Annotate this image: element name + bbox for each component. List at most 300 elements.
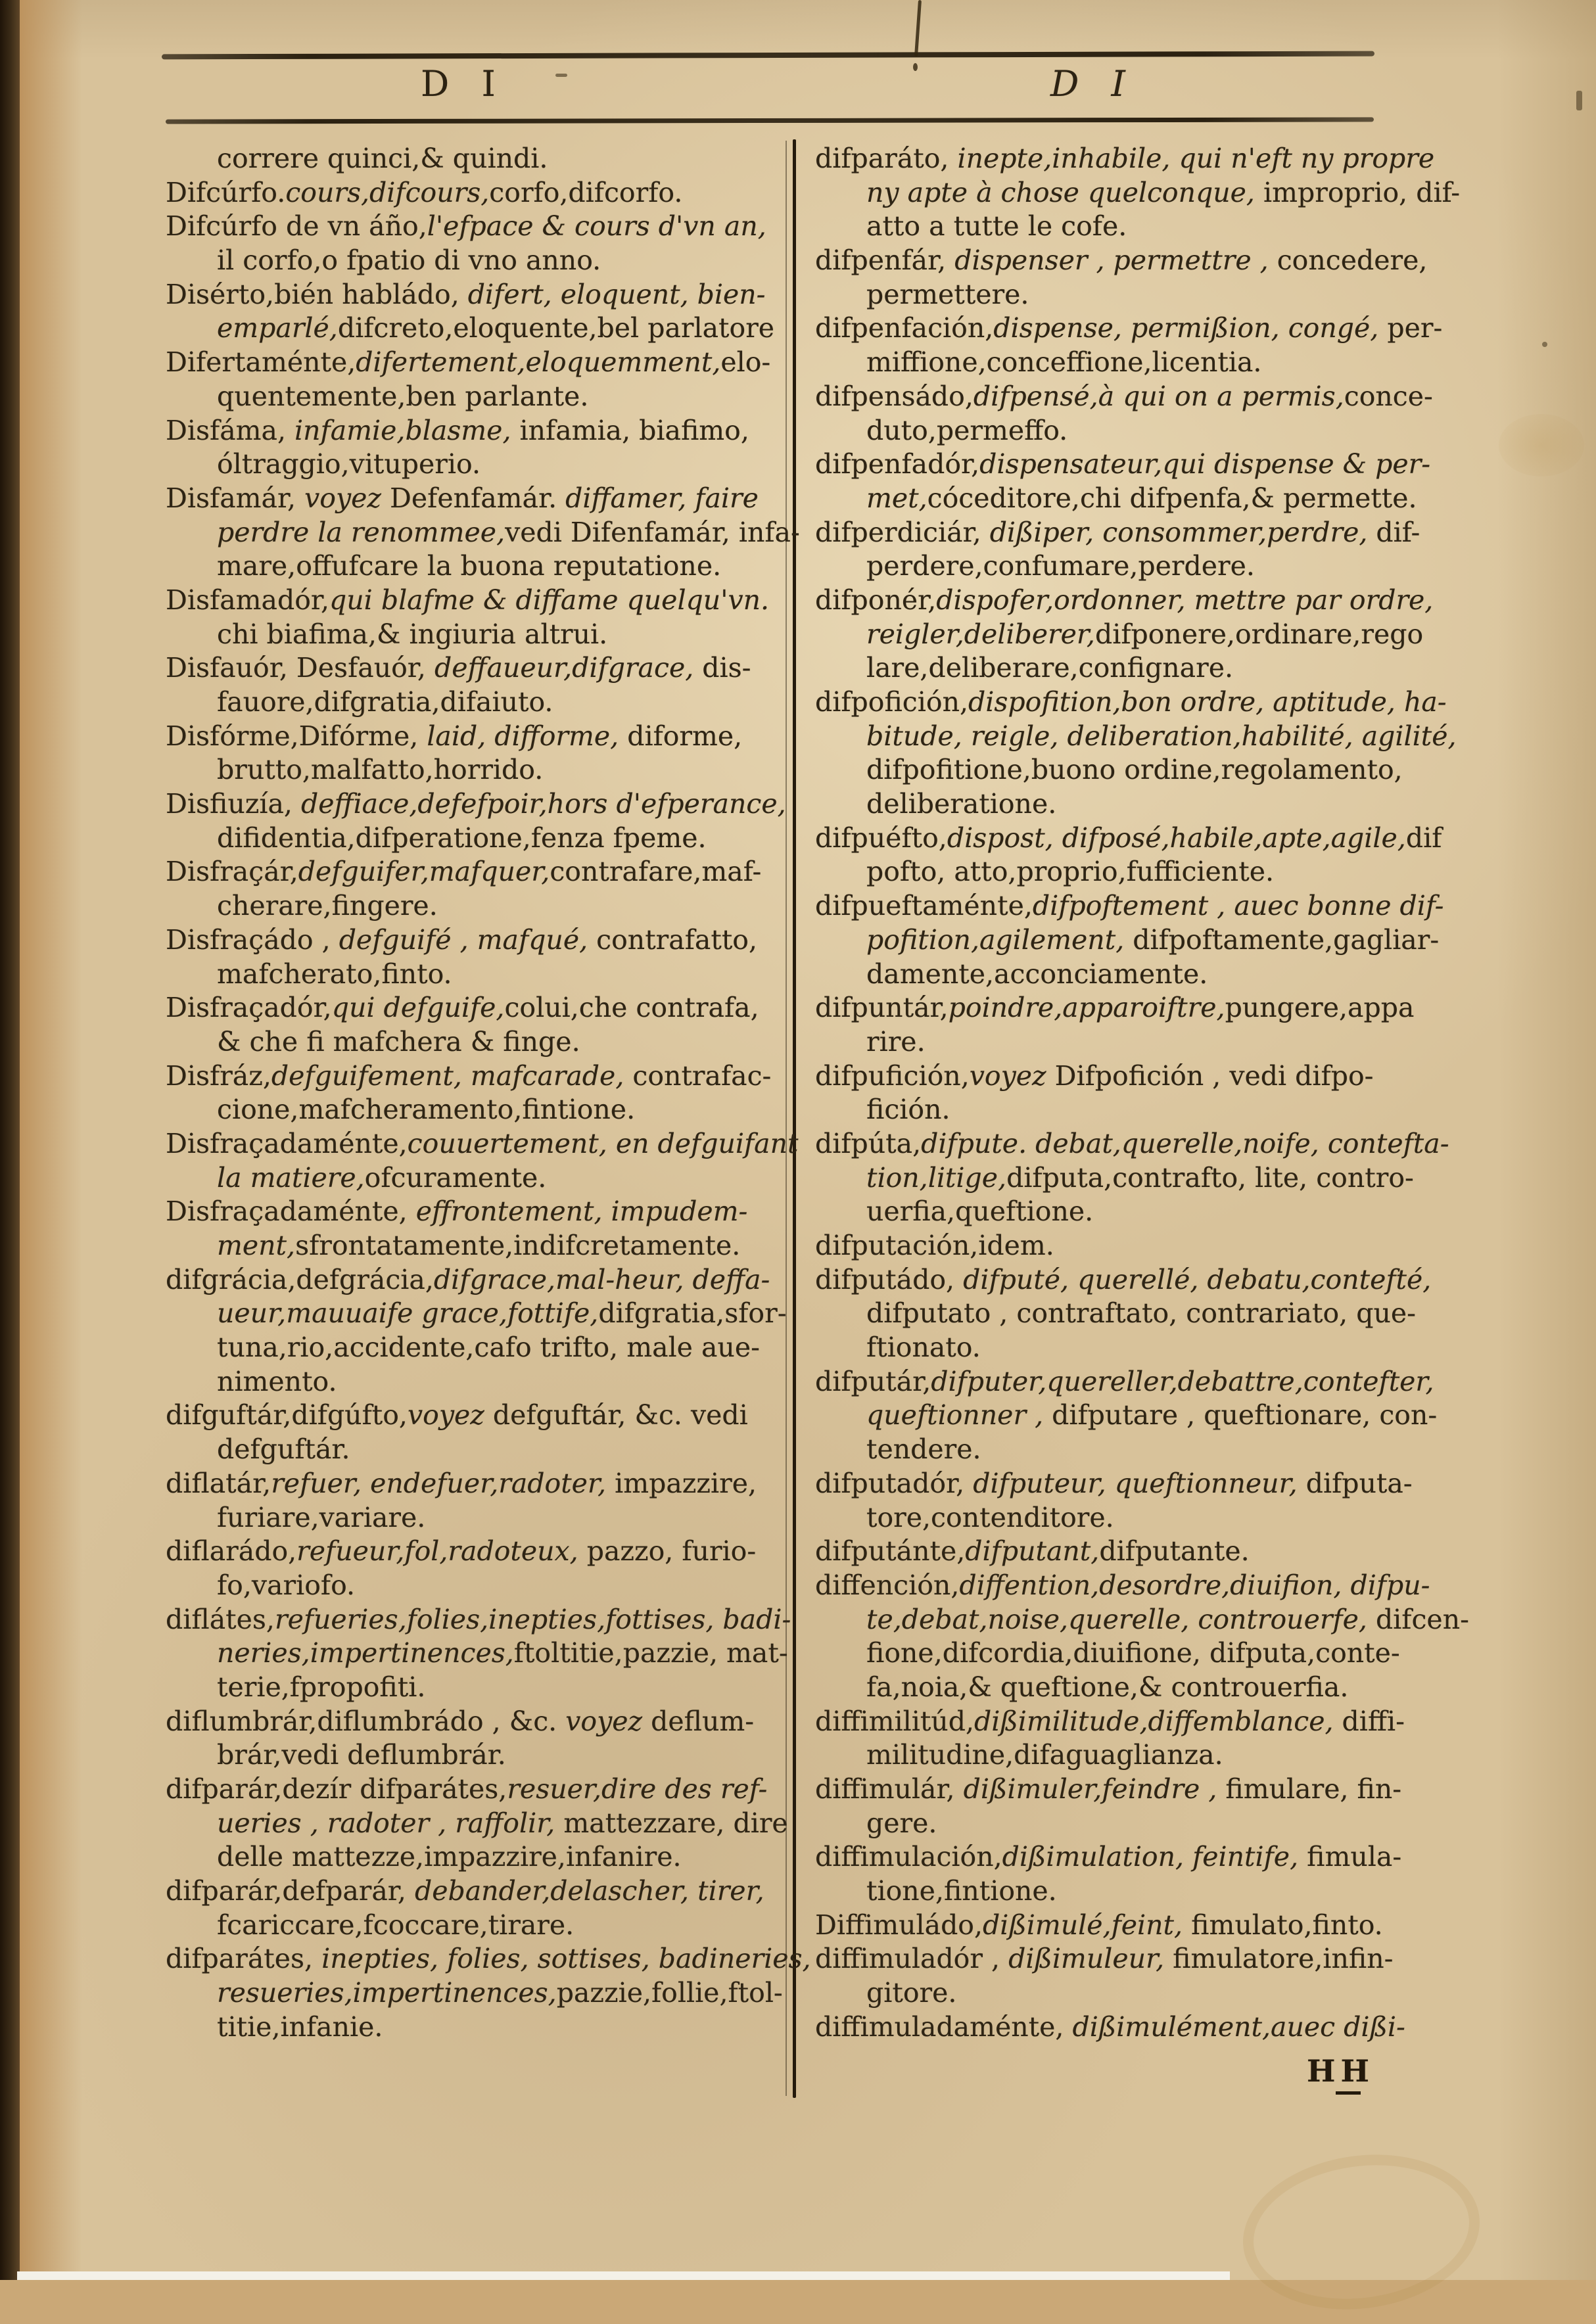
- entry-text: impazzire,: [606, 1467, 757, 1499]
- french-gloss-text: deffaueur,difgrace,: [434, 652, 694, 684]
- entry-text: titie,infanie.: [217, 2010, 383, 2043]
- dictionary-line: [166, 244, 790, 278]
- paper-stain-blot: [1499, 414, 1584, 476]
- french-gloss-text: dißimuler,feindre ,: [963, 1773, 1217, 1805]
- entry-text: infamia, biafimo,: [511, 414, 749, 446]
- entry-text: fición.: [866, 1094, 951, 1126]
- dictionary-line: [166, 991, 790, 1025]
- entry-text: mare,offufcare la buona reputatione.: [217, 550, 722, 582]
- entry-text: rire.: [866, 1025, 926, 1057]
- dictionary-line: [166, 1195, 790, 1229]
- french-gloss-text: la matiere,: [217, 1161, 365, 1194]
- french-gloss-text: perdre la renommee,: [217, 516, 505, 548]
- dictionary-line: [815, 1263, 1486, 1297]
- dictionary-line: [815, 244, 1486, 278]
- entry-text: diflumbrár,diflumbrádo , &c.: [166, 1705, 566, 1737]
- entry-text: atto a tutte le cofe.: [866, 210, 1127, 243]
- entry-text: difputánte,: [815, 1535, 966, 1568]
- dictionary-line: [166, 380, 790, 414]
- dictionary-line: [815, 278, 1486, 312]
- french-gloss-text: defguifé , mafqué,: [339, 923, 588, 956]
- entry-text: pazzo, furio-: [578, 1535, 757, 1568]
- entry-text: difparár,defparár,: [166, 1875, 415, 1907]
- entry-text: tuna,rio,accidente,cafo trifto, male aue-: [217, 1332, 760, 1364]
- dictionary-line: [166, 855, 790, 889]
- signature-mark: HH: [1307, 2053, 1374, 2089]
- french-gloss-text: infamie,blasme,: [294, 414, 511, 446]
- dictionary-line: [815, 1025, 1486, 1059]
- entry-text: difpuéfto,: [815, 822, 947, 854]
- entry-text: Defenfamár.: [381, 482, 566, 514]
- entry-text: diflatár,: [166, 1467, 271, 1499]
- entry-text: Disfraçadór,: [166, 992, 332, 1024]
- dictionary-line: [815, 1603, 1486, 1637]
- entry-text: difponér,: [815, 584, 937, 616]
- dictionary-line: [166, 142, 790, 176]
- scan-edge-strip: [17, 2271, 1230, 2280]
- french-gloss-text: difpute. debat,querelle,noife, contefta-: [921, 1127, 1449, 1159]
- entry-text: difpofitione,buono ordine,regolamento,: [866, 754, 1403, 786]
- french-gloss-text: poindre,apparoiftre,: [948, 992, 1225, 1024]
- french-gloss-text: diffamer, faire: [565, 482, 759, 514]
- dictionary-line: [815, 1738, 1486, 1773]
- entry-text: fa,noia,& queftione,& controuerfia.: [866, 1671, 1349, 1703]
- french-gloss-text: difpensé,à qui on a permis,: [973, 380, 1344, 412]
- dictionary-line: [815, 414, 1486, 448]
- entry-text: contrafare,maf-: [550, 856, 762, 888]
- dictionary-line: [815, 1059, 1486, 1094]
- dictionary-line: [815, 1161, 1486, 1196]
- entry-text: contrafac-: [624, 1059, 772, 1092]
- french-gloss-text: difpoftement , auec bonne dif-: [1032, 890, 1444, 922]
- dictionary-line: [166, 414, 790, 448]
- entry-text: deliberatione.: [866, 788, 1057, 820]
- dictionary-line: [815, 686, 1486, 720]
- entry-text: vedi Difenfamár, infa-: [505, 516, 800, 548]
- entry-text: difparátes,: [166, 1943, 322, 1975]
- entry-text: uerfia,queftione.: [866, 1196, 1094, 1228]
- entry-text: nimento.: [217, 1365, 337, 1397]
- entry-text: improprio, dif-: [1254, 176, 1461, 208]
- entry-text: difpenfación,: [815, 312, 994, 344]
- entry-text: militudine,difaguaglianza.: [866, 1739, 1223, 1771]
- entry-text: tione,fintione.: [866, 1875, 1057, 1907]
- entry-text: damente,acconciamente.: [866, 958, 1208, 990]
- entry-text: fimula-: [1298, 1841, 1402, 1873]
- entry-text: colui,che contrafa,: [504, 992, 759, 1024]
- french-gloss-text: dispost, difposé,habile,apte,agile,: [947, 822, 1406, 854]
- entry-text: fione,difcordia,diuifione, difputa,conte-: [866, 1637, 1400, 1669]
- entry-text: gitore.: [866, 1977, 957, 2009]
- entry-text: terie,fpropofiti.: [217, 1671, 426, 1703]
- dictionary-line: [815, 651, 1486, 686]
- entry-text: difputár,: [815, 1365, 931, 1397]
- entry-text: Disfauór, Desfauór,: [166, 652, 434, 684]
- entry-text: & che fi mafchera & finge.: [217, 1025, 580, 1057]
- dictionary-line: [166, 1603, 790, 1637]
- dictionary-line: [166, 1569, 790, 1603]
- french-gloss-text: debander,delascher, tirer,: [414, 1875, 764, 1907]
- dictionary-line: [166, 1738, 790, 1773]
- entry-text: pungere,appa: [1225, 992, 1415, 1024]
- running-head-right: D I: [1050, 63, 1136, 105]
- running-head-left: D I: [421, 63, 506, 105]
- entry-text: difputadór,: [815, 1467, 974, 1499]
- dictionary-line: [166, 1942, 811, 1976]
- entry-text: ftionato.: [866, 1332, 981, 1364]
- ink-speck-mark: [1542, 342, 1547, 347]
- french-gloss-text: refuer, endefuer,radoter,: [271, 1467, 607, 1499]
- entry-text: dif-: [1367, 516, 1420, 548]
- entry-text: concedere,: [1268, 244, 1428, 277]
- dictionary-line: [166, 448, 790, 482]
- entry-text: perdere,confumare,perdere.: [866, 550, 1255, 582]
- dictionary-line: [815, 1942, 1486, 1976]
- french-gloss-text: dißimilitude,diffemblance,: [974, 1705, 1334, 1737]
- dictionary-line: [815, 380, 1486, 414]
- french-gloss-text: dißiper, consommer,perdre,: [989, 516, 1368, 548]
- dictionary-line: [815, 720, 1486, 754]
- dictionary-line: [166, 2010, 790, 2045]
- french-gloss-text: voyez: [969, 1059, 1046, 1092]
- entry-text: lare,deliberare,confignare.: [866, 652, 1234, 684]
- entry-text: difpofición,: [815, 686, 969, 718]
- entry-text: difputante.: [1099, 1535, 1250, 1568]
- dictionary-line: [815, 346, 1486, 380]
- entry-text: cherare,fingere.: [217, 890, 438, 922]
- dictionary-line: [815, 2010, 1486, 2045]
- entry-text: defguftár, &c. vedi: [484, 1399, 748, 1431]
- entry-text: difparáto,: [815, 143, 958, 174]
- dictionary-line: [815, 1229, 1486, 1263]
- french-gloss-text: effrontement, impudem-: [415, 1196, 748, 1228]
- entry-text: difputádo,: [815, 1263, 964, 1295]
- french-gloss-text: queftionner ,: [866, 1399, 1044, 1431]
- french-gloss-text: dißimuleur,: [1008, 1943, 1165, 1975]
- entry-text: fimulato,finto.: [1183, 1909, 1383, 1941]
- dictionary-line: [815, 1671, 1486, 1705]
- entry-text: difcen-: [1367, 1603, 1469, 1635]
- dictionary-line: [166, 1025, 790, 1059]
- entry-text: difputa-: [1297, 1467, 1413, 1499]
- french-gloss-text: qui blafme & diffame quelqu'vn.: [329, 584, 770, 616]
- dictionary-line: [166, 1093, 790, 1127]
- french-gloss-text: voyez: [407, 1399, 484, 1431]
- entry-text: Disfráz,: [166, 1059, 271, 1092]
- french-gloss-text: emparlé,: [217, 312, 338, 344]
- french-gloss-text: dispenser , permettre ,: [954, 244, 1269, 277]
- entry-text: conce-: [1344, 380, 1433, 412]
- signature-underline: [1336, 2091, 1361, 2095]
- entry-text: cione,mafcheramento,fintione.: [217, 1094, 636, 1126]
- french-gloss-text: inepties, folies, sottises, badineries,: [321, 1943, 811, 1975]
- entry-text: difpensádo,: [815, 380, 974, 412]
- dictionary-line: [166, 923, 790, 958]
- dictionary-line: [166, 1840, 790, 1874]
- french-gloss-text: cours,difcours,: [285, 176, 490, 208]
- dictionary-line: [815, 1365, 1486, 1399]
- entry-text: ofcuramente.: [364, 1161, 547, 1194]
- french-gloss-text: voyez: [304, 482, 382, 514]
- french-gloss-text: l'efpace & cours d'vn an,: [427, 210, 766, 243]
- dictionary-line: [166, 176, 790, 210]
- dictionary-line: [815, 1467, 1486, 1501]
- entry-text: brár,vedi deflumbrár.: [217, 1739, 506, 1771]
- dictionary-line: [166, 1773, 790, 1807]
- dictionary-line: [815, 889, 1486, 923]
- french-gloss-text: couuertement, en defguifant: [407, 1127, 799, 1159]
- entry-text: diffimulación,: [815, 1841, 1002, 1873]
- entry-text: miffione,conceffione,licentia.: [866, 346, 1262, 379]
- entry-text: tore,contenditore.: [866, 1501, 1114, 1533]
- entry-text: difgrácia,defgrácia,: [166, 1263, 434, 1295]
- dictionary-line: [166, 584, 790, 618]
- french-gloss-text: difputer,quereller,debattre,contefter,: [931, 1365, 1434, 1397]
- dictionary-line: [815, 618, 1486, 652]
- dictionary-line: [166, 1535, 790, 1569]
- dictionary-line: [166, 822, 790, 856]
- entry-text: contrafatto,: [588, 923, 758, 956]
- ink-drop-mark: [913, 63, 918, 71]
- entry-text: brutto,malfatto,horrido.: [217, 754, 544, 786]
- entry-text: il corfo,o fpatio di vno anno.: [217, 244, 601, 277]
- dictionary-line: [166, 958, 790, 992]
- dictionary-line: [166, 516, 800, 550]
- entry-text: permettere.: [866, 278, 1029, 310]
- entry-text: ftoltitie,pazzie, mat-: [513, 1637, 788, 1669]
- entry-text: difponere,ordinare,rego: [1094, 618, 1424, 650]
- page-edge-shade: [1497, 0, 1596, 2280]
- entry-text: delle mattezze,impazzire,infanire.: [217, 1841, 682, 1873]
- dictionary-line: [166, 1433, 790, 1467]
- dictionary-line: [166, 312, 790, 346]
- dictionary-line: [166, 753, 790, 787]
- dictionary-line: [815, 210, 1486, 244]
- entry-text: diffención,: [815, 1569, 960, 1601]
- dictionary-line: [166, 787, 790, 822]
- french-gloss-text: difertement,eloquemment,: [356, 346, 721, 379]
- entry-text: per-: [1378, 312, 1443, 344]
- entry-text: chi biafima,& ingiuria altrui.: [217, 618, 608, 650]
- dictionary-line: [815, 991, 1486, 1025]
- entry-text: fauore,difgratia,difaiuto.: [217, 686, 553, 718]
- dictionary-line: [815, 448, 1486, 482]
- dictionary-line: [815, 753, 1486, 787]
- binding-shadow: [20, 0, 82, 2280]
- french-gloss-text: refueur,fol,radoteux,: [296, 1535, 578, 1568]
- dictionary-line: [815, 1637, 1486, 1671]
- dictionary-line: [166, 1059, 790, 1094]
- dictionary-line: [815, 1874, 1486, 1909]
- entry-text: difpúta,: [815, 1127, 922, 1159]
- dictionary-line: [815, 958, 1486, 992]
- dictionary-line: [166, 482, 790, 516]
- french-gloss-text: qui defguife,: [331, 992, 505, 1024]
- dictionary-line: [166, 1807, 790, 1841]
- entry-text: duto,permeffo.: [866, 414, 1068, 446]
- entry-text: defguftár.: [217, 1433, 350, 1466]
- entry-text: difparár,dezír difparátes,: [166, 1773, 507, 1805]
- dictionary-line: [815, 923, 1486, 958]
- dictionary-line: [815, 1840, 1486, 1874]
- dictionary-line: [815, 482, 1486, 516]
- entry-text: Difertaménte,: [166, 346, 356, 379]
- entry-text: difpuntár,: [815, 992, 949, 1024]
- entry-text: dis-: [693, 652, 751, 684]
- entry-text: fcariccare,fcoccare,tirare.: [217, 1909, 575, 1941]
- dictionary-line: [815, 312, 1486, 346]
- dictionary-line: [166, 1501, 790, 1535]
- entry-text: cóceditore,chi difpenfa,& permette.: [927, 482, 1417, 514]
- french-gloss-text: difputé, querellé, debatu,contefté,: [963, 1263, 1432, 1295]
- entry-text: difcreto,eloquente,bel parlatore: [337, 312, 775, 344]
- entry-text: Disfamár,: [166, 482, 305, 514]
- entry-text: Disfamadór,: [166, 584, 330, 616]
- entry-text: Disfáma,: [166, 414, 295, 446]
- dictionary-line: [815, 1909, 1486, 1943]
- dictionary-line: [815, 1331, 1486, 1365]
- dictionary-line: [166, 720, 790, 754]
- dictionary-line: [166, 1705, 790, 1739]
- entry-text: difpueftaménte,: [815, 890, 1033, 922]
- dictionary-line: [166, 1297, 790, 1331]
- dictionary-line: [166, 1127, 799, 1161]
- entry-text: mafcherato,finto.: [217, 958, 452, 990]
- entry-text: diffimuladaménte,: [815, 2010, 1073, 2043]
- entry-text: Difcúrfo.: [166, 176, 286, 208]
- entry-text: difguftár,difgúfto,: [166, 1399, 408, 1431]
- dictionary-line: [166, 1874, 790, 1909]
- entry-text: difpufición,: [815, 1059, 970, 1092]
- entry-text: Disfraçadaménte,: [166, 1127, 408, 1159]
- french-gloss-text: dispofition,bon ordre, aptitude, ha-: [968, 686, 1447, 718]
- entry-text: difputación,idem.: [815, 1230, 1054, 1261]
- entry-text: diforme,: [619, 720, 743, 752]
- dictionary-line: [166, 1671, 790, 1705]
- dictionary-line: [815, 1976, 1486, 2010]
- french-gloss-text: ment,: [217, 1230, 296, 1261]
- dictionary-line: [815, 1773, 1486, 1807]
- dictionary-line: [166, 686, 790, 720]
- dictionary-line: [815, 855, 1486, 889]
- dictionary-line: [166, 889, 790, 923]
- entry-text: elo-: [720, 346, 771, 379]
- dictionary-line: [815, 142, 1486, 176]
- dictionary-line: [815, 1705, 1486, 1739]
- entry-text: difpoftamente,gagliar-: [1124, 923, 1440, 956]
- entry-text: Difpofición , vedi difpo-: [1046, 1059, 1374, 1092]
- french-gloss-text: refueries,folies,inepties,fottises, badi-: [274, 1603, 791, 1635]
- entry-text: óltraggio,vituperio.: [217, 448, 481, 480]
- dictionary-line: [815, 1195, 1486, 1229]
- dictionary-line: [815, 549, 1486, 584]
- entry-text: Diffimuládo,: [815, 1909, 983, 1941]
- entry-text: difgratia,sfor-: [598, 1297, 787, 1330]
- dictionary-line: [166, 1331, 790, 1365]
- entry-text: pazzie,follie,ftol-: [556, 1977, 783, 2009]
- entry-text: diffimilitúd,: [815, 1705, 974, 1737]
- entry-text: difputare , queftionare, con-: [1043, 1399, 1438, 1431]
- entry-text: furiare,variare.: [217, 1501, 426, 1533]
- french-gloss-text: bitude, reigle, deliberation,habilité, agilité,: [866, 720, 1457, 752]
- entry-text: diffi-: [1333, 1705, 1405, 1737]
- dictionary-line: [815, 1093, 1486, 1127]
- french-gloss-text: neries,impertinences,: [217, 1637, 514, 1669]
- french-gloss-text: te,debat,noise,querelle, controuerfe,: [866, 1603, 1367, 1635]
- entry-text: sfrontatamente,indifcretamente.: [295, 1230, 741, 1261]
- dictionary-line: [166, 210, 790, 244]
- french-gloss-text: dispofer,ordonner, mettre par ordre,: [936, 584, 1434, 616]
- dictionary-line: [815, 1501, 1486, 1535]
- entry-text: pofto, atto,proprio,fufficiente.: [866, 856, 1274, 888]
- entry-text: Disfórme,Difórme,: [166, 720, 427, 752]
- entry-text: Disfraçádo ,: [166, 923, 339, 956]
- entry-text: difputa,contrafto, lite, contro-: [1006, 1161, 1414, 1194]
- french-gloss-text: dißimulément,auec dißi-: [1072, 2010, 1405, 2043]
- entry-text: difidentia,difperatione,fenza fpeme.: [217, 822, 707, 854]
- ink-dots-mark: [555, 74, 567, 77]
- dictionary-line: [166, 1467, 790, 1501]
- french-gloss-text: voyez: [565, 1705, 643, 1737]
- french-gloss-text: ueur,mauuaife grace,fottife,: [217, 1297, 599, 1330]
- dictionary-line: [815, 1807, 1486, 1841]
- entry-text: fo,variofo.: [217, 1569, 356, 1601]
- dictionary-line: [815, 176, 1486, 210]
- french-gloss-text: deffiace,defefpoir,hors d'efperance,: [301, 788, 786, 820]
- french-gloss-text: inepte,inhabile, qui n'eft ny propre: [957, 143, 1435, 174]
- entry-text: Disfraçár,: [166, 856, 298, 888]
- dictionary-column-left: [166, 142, 811, 2045]
- dictionary-column-right: [815, 142, 1486, 2045]
- dictionary-line: [166, 1229, 790, 1263]
- dictionary-line: [166, 1909, 790, 1943]
- entry-text: Disérto,bién habládo,: [166, 278, 468, 310]
- french-gloss-text: laid, difforme,: [427, 720, 619, 752]
- dictionary-line: [815, 516, 1486, 550]
- dictionary-line: [815, 1297, 1486, 1331]
- entry-text: fimulatore,infin-: [1164, 1943, 1394, 1975]
- french-gloss-text: ueries , radoter , raffolir,: [217, 1807, 555, 1839]
- entry-text: Difcúrfo de vn áño,: [166, 210, 427, 243]
- french-gloss-text: reigler,deliberer,: [866, 618, 1095, 650]
- dictionary-line: [815, 1127, 1486, 1161]
- french-gloss-text: resuer,dire des ref-: [507, 1773, 768, 1805]
- french-gloss-text: dispensateur,qui dispense & per-: [979, 448, 1431, 480]
- entry-text: difputato , contraftato, contrariato, que-: [866, 1297, 1416, 1330]
- dictionary-line: [166, 1637, 790, 1671]
- french-gloss-text: defguifer,mafquer,: [298, 856, 550, 888]
- entry-text: difperdiciár,: [815, 516, 990, 548]
- french-gloss-text: difputeur, queftionneur,: [973, 1467, 1298, 1499]
- entry-text: Disfraçadaménte,: [166, 1196, 416, 1228]
- dictionary-line: [166, 346, 790, 380]
- french-gloss-text: resueries,impertinences,: [217, 1977, 557, 2009]
- dictionary-line: [815, 822, 1486, 856]
- french-gloss-text: diffention,desordre,diuifion, difpu-: [959, 1569, 1430, 1601]
- dictionary-line: [166, 1399, 790, 1433]
- dictionary-line: [815, 787, 1486, 822]
- book-binding-edge: [0, 0, 20, 2280]
- entry-text: tendere.: [866, 1433, 981, 1466]
- entry-text: diffimuladór ,: [815, 1943, 1009, 1975]
- french-gloss-text: dispense, permißion, congé,: [993, 312, 1379, 344]
- dictionary-line: [166, 618, 790, 652]
- entry-text: difpenfár,: [815, 244, 955, 277]
- dictionary-line: [166, 549, 790, 584]
- french-gloss-text: difputant,: [965, 1535, 1100, 1568]
- french-gloss-text: dißimulation, feintife,: [1002, 1841, 1299, 1873]
- entry-text: mattezzare, dire: [555, 1807, 788, 1839]
